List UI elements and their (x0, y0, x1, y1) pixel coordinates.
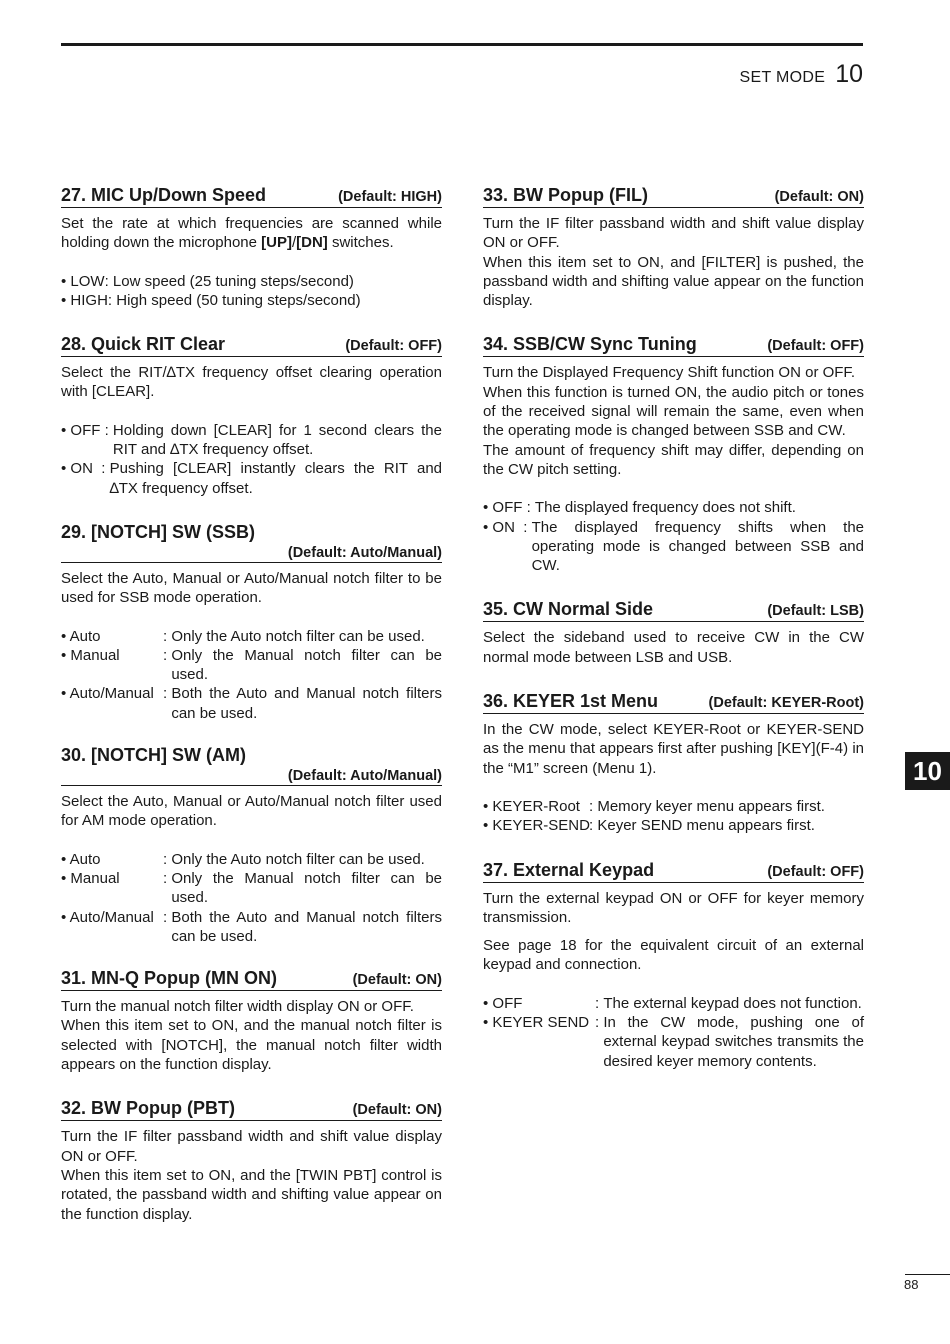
default-value: (Default: Auto/Manual) (287, 768, 442, 785)
section-36 (483, 691, 864, 835)
section-text: The amount of frequency shift may differ, depending on the CW pitch setting. (483, 441, 864, 478)
section-text: Turn the IF filter passband width and shift value display ON or OFF. (483, 215, 864, 252)
list-item: • HIGH : High speed (50 tuning steps/second) (61, 291, 361, 309)
section-text: When this item set to ON, and the manual notch filter is selected with [NOTCH], the manual notch filter width appears on the function display. (61, 1017, 442, 1074)
list-item: • Manual : Only the Manual notch filter can be used. (61, 869, 442, 907)
list-item: • LOW : Low speed (25 tuning steps/second) (61, 272, 354, 290)
section-text: See page 18 for the equivalent circuit of an external keypad and connection. (483, 937, 864, 974)
section-32 (61, 1098, 442, 1223)
section-text: Turn the IF filter passband width and shift value display ON or OFF. (61, 1128, 442, 1165)
section-header (61, 185, 442, 208)
section-header (483, 185, 864, 208)
default-value: (Default: LSB) (767, 603, 864, 620)
section-header (61, 1098, 442, 1121)
section-37 (483, 860, 864, 1071)
section-header (61, 522, 442, 563)
section-text: When this item set to ON, and the [TWIN PBT] control is rotated, the passband width and shifting value appear on the function display. (61, 1166, 442, 1223)
section-title: 32. BW Popup (PBT) (61, 1098, 235, 1119)
chapter-number: 10 (835, 60, 863, 88)
section-header (61, 968, 442, 991)
default-value: (Default: HIGH) (338, 189, 442, 205)
list-item: • Manual : Only the Manual notch filter can be used. (61, 646, 442, 684)
section-text: Turn the manual notch filter width display ON or OFF. (61, 998, 414, 1016)
section-30 (61, 745, 442, 946)
section-header (483, 691, 864, 714)
section-text: Select the RIT/∆TX frequency offset clearing operation with [CLEAR]. (61, 364, 442, 401)
section-text: In the CW mode, select KEYER-Root or KEYER-SEND as the menu that appears first after pushing [KEY](F-4) in the “M1” screen (Menu 1). (483, 721, 864, 777)
page-number: 88 (904, 1277, 919, 1292)
default-value: (Default: ON) (352, 972, 442, 989)
right-column (483, 185, 864, 1071)
top-rule (61, 43, 863, 46)
section-text: Select the Auto, Manual or Auto/Manual notch filter to be used for SSB mode operation. (61, 569, 442, 607)
list-item: • ON : The displayed frequency shifts when the operating mode is changed between SSB and CW. (483, 518, 864, 575)
section-title: 36. KEYER 1st Menu (483, 691, 659, 712)
list-item: • OFF : The displayed frequency does not shift. (483, 499, 796, 517)
section-text: Select the Auto, Manual or Auto/Manual notch filter used for AM mode operation. (61, 793, 442, 830)
page-header (740, 60, 864, 89)
default-value: (Default: ON) (352, 1102, 442, 1119)
list-item: • OFF : Holding down [CLEAR] for 1 second clears the RIT and ∆TX frequency offset. (61, 421, 442, 459)
default-value: (Default: ON) (774, 189, 864, 205)
list-item: • ON : Pushing [CLEAR] instantly clears the RIT and ∆TX frequency offset. (61, 460, 442, 497)
section-27 (61, 185, 442, 310)
section-title: 35. CW Normal Side (483, 599, 654, 620)
section-text: Turn the Displayed Frequency Shift function ON or OFF. (483, 364, 856, 382)
section-text: Set the rate at which frequencies are scanned while holding down the microphone [UP]/[DN] switches. (61, 215, 442, 252)
default-value: (Default: OFF) (345, 338, 442, 355)
default-value: (Default: Auto/Manual) (287, 544, 442, 561)
section-33 (483, 185, 864, 310)
list-item: • Auto/Manual : Both the Auto and Manual notch filters can be used. (61, 908, 442, 945)
list-item: • Auto : Only the Auto notch filter can be used. (61, 850, 425, 868)
section-header (483, 860, 864, 883)
section-header (61, 334, 442, 357)
list-item: • KEYER SEND : In the CW mode, pushing one of external keypad switches transmits the desired keyer memory contents. (483, 1014, 864, 1070)
section-header (483, 599, 864, 622)
section-title: 34. SSB/CW Sync Tuning (483, 334, 697, 355)
section-title: 29. [NOTCH] SW (SSB) (61, 521, 256, 542)
section-text: When this item set to ON, and [FILTER] is pushed, the passband width and shifting value appear on the function display. (483, 253, 864, 310)
chapter-tab: 10 (905, 752, 950, 790)
section-title: 37. External Keypad (483, 859, 655, 880)
section-34 (483, 334, 864, 575)
section-29 (61, 522, 442, 723)
default-value: (Default: KEYER-Root) (708, 695, 864, 712)
header-label: SET MODE (739, 69, 826, 86)
list-item: • KEYER-Root : Memory keyer menu appears first. (483, 797, 825, 815)
section-title: 30. [NOTCH] SW (AM) (61, 745, 246, 766)
bottom-rule (905, 1274, 950, 1275)
list-item: • Auto/Manual : Both the Auto and Manual notch filters can be used. (61, 685, 442, 722)
section-title: 28. Quick RIT Clear (61, 334, 226, 355)
list-item: • Auto : Only the Auto notch filter can be used. (61, 627, 425, 645)
default-value: (Default: OFF) (767, 863, 864, 880)
section-35 (483, 599, 864, 667)
left-column (61, 185, 442, 1224)
list-item: • KEYER-SEND : Keyer SEND menu appears first. (483, 817, 815, 835)
section-28 (61, 334, 442, 498)
section-text: Select the sideband used to receive CW in the CW normal mode between LSB and USB. (483, 629, 864, 666)
list-item: • OFF : The external keypad does not function. (483, 994, 862, 1012)
section-text: When this function is turned ON, the audio pitch or tones of the received signal will remain the same, even when the operating mode is changed between SSB and CW. (483, 383, 864, 440)
section-header (61, 745, 442, 786)
section-header (483, 334, 864, 357)
section-title: 31. MN-Q Popup (MN ON) (61, 968, 277, 989)
section-31 (61, 968, 442, 1074)
section-text: Turn the external keypad ON or OFF for keyer memory transmission. (483, 889, 864, 926)
section-title: 27. MIC Up/Down Speed (61, 185, 267, 205)
section-title: 33. BW Popup (FIL) (483, 185, 648, 205)
default-value: (Default: OFF) (767, 338, 864, 355)
